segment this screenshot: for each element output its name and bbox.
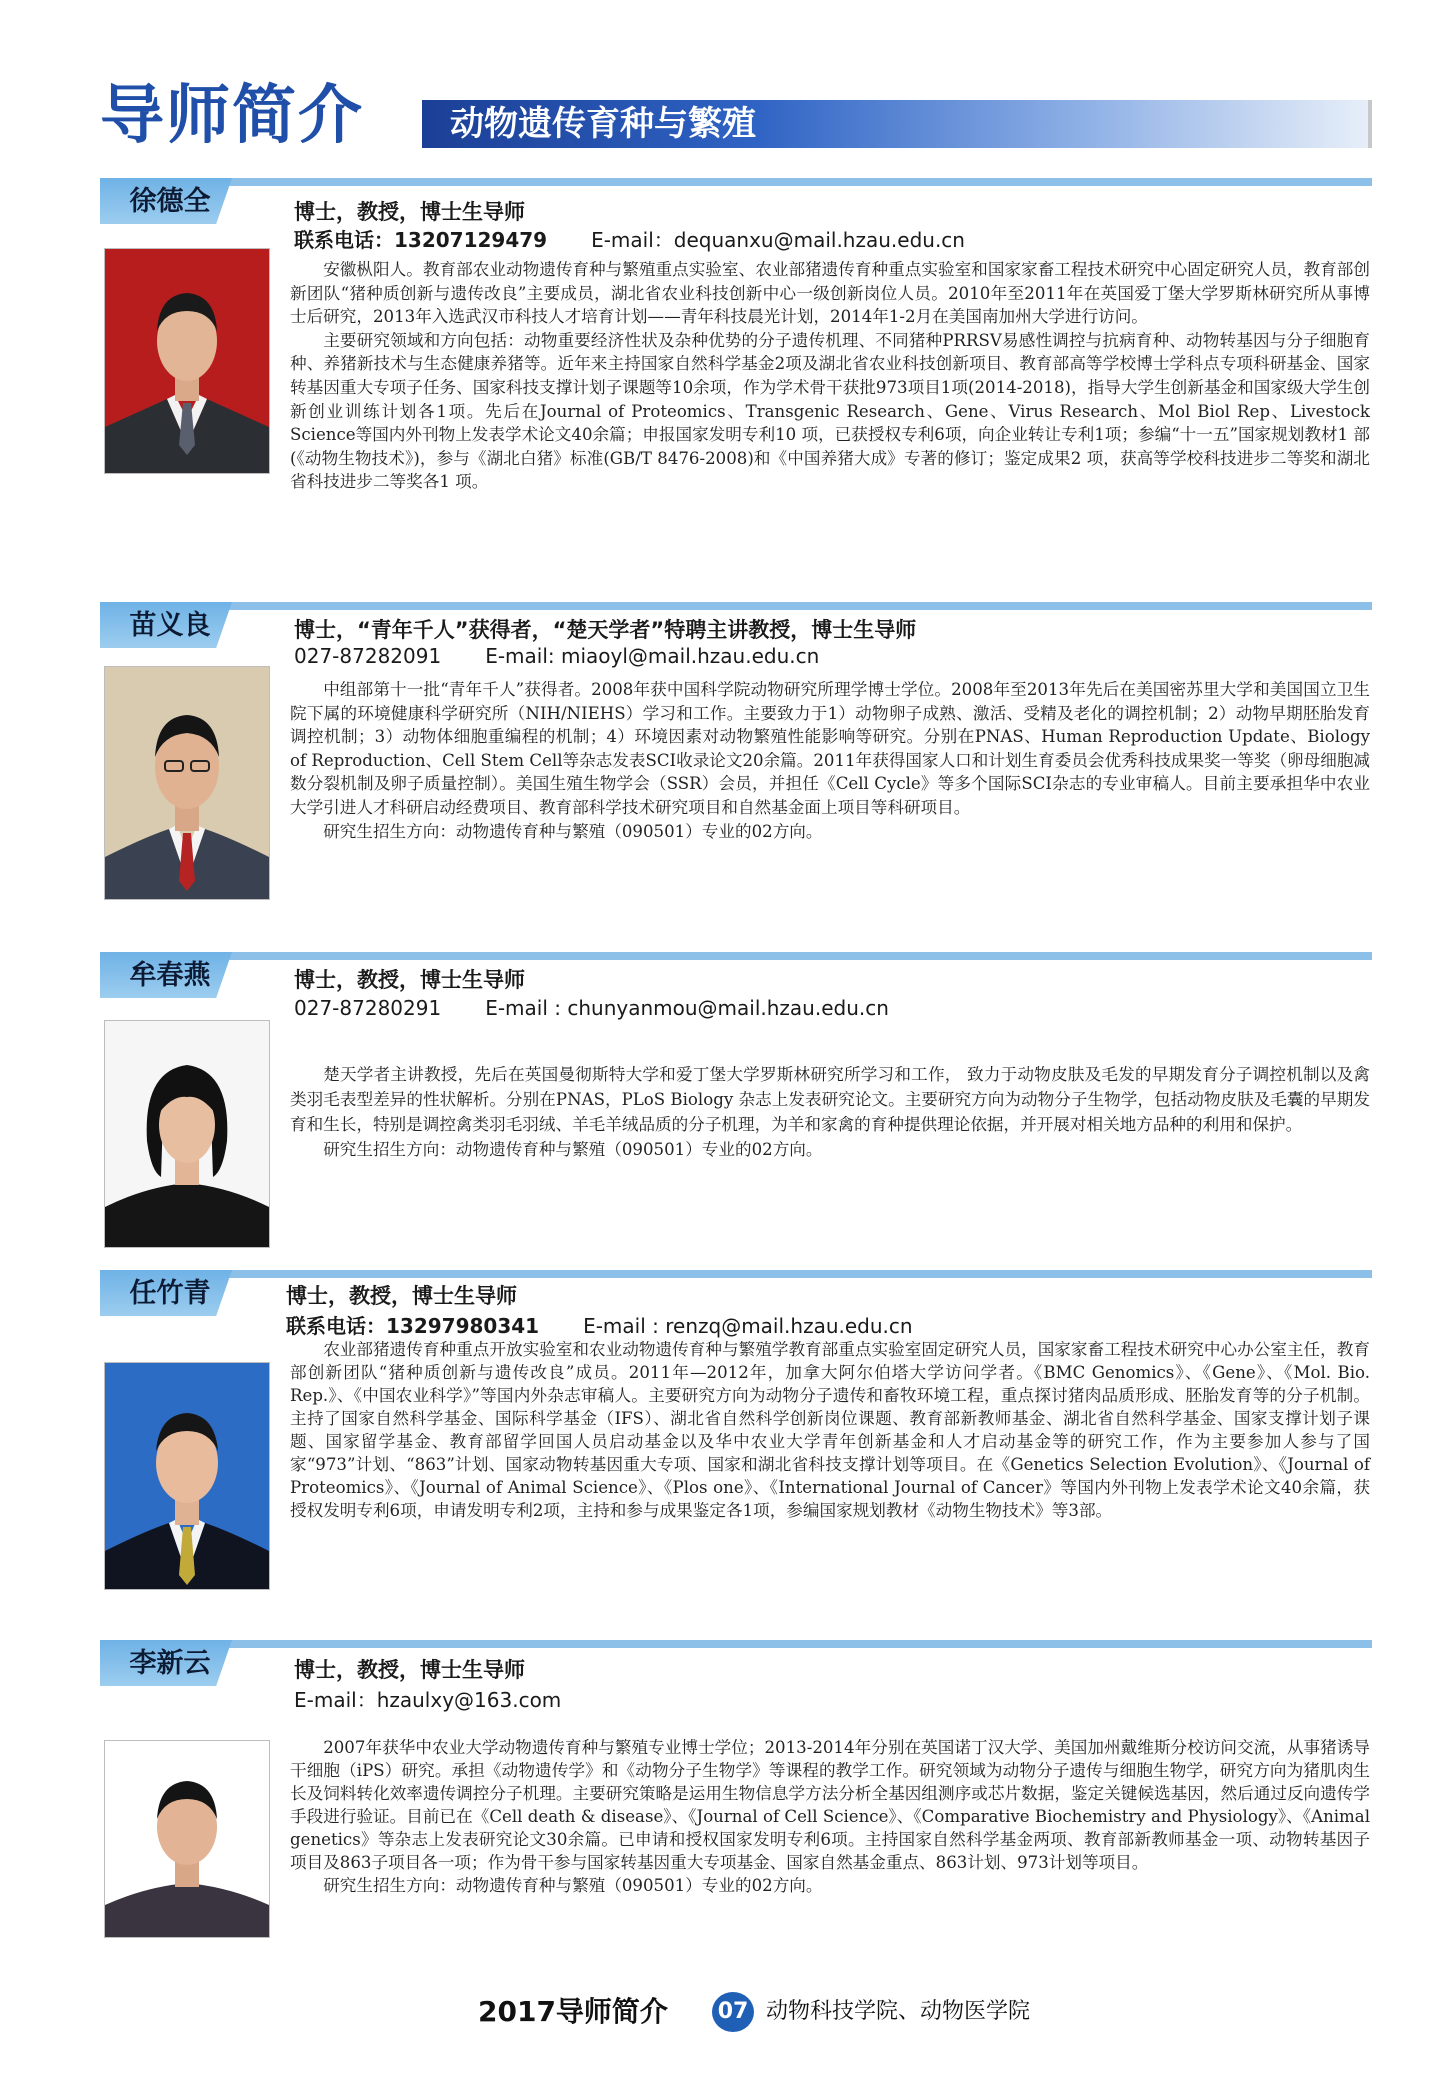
advisor-name: 牟春燕 bbox=[129, 960, 211, 991]
advisor-bio bbox=[290, 678, 1370, 843]
page-subtitle: 动物遗传育种与繁殖 bbox=[450, 104, 756, 144]
advisor-section-mou bbox=[100, 952, 1372, 1262]
advisor-email: E-mail : chunyanmou@mail.hzau.edu.cn bbox=[485, 996, 889, 1020]
footer-title: 2017导师简介 bbox=[478, 1995, 668, 2028]
advisor-name: 苗义良 bbox=[129, 610, 211, 641]
advisor-contact bbox=[294, 224, 965, 253]
page-number-badge: 07 bbox=[712, 1992, 754, 2032]
advisor-title: 博士，教授，博士生导师 bbox=[286, 1284, 517, 1308]
bio-paragraph: 研究生招生方向：动物遗传育种与繁殖（090501）专业的02方向。 bbox=[323, 1140, 823, 1159]
advisor-email: E-mail : renzq@mail.hzau.edu.cn bbox=[583, 1314, 913, 1338]
advisor-title: 博士，“青年千人”获得者，“楚天学者”特聘主讲教授，博士生导师 bbox=[294, 618, 917, 642]
name-bar bbox=[100, 178, 1372, 224]
advisor-bio bbox=[290, 258, 1370, 494]
bio-paragraph: 主要研究领域和方向包括：动物重要经济性状及杂种优势的分子遗传机理、不同猪种PRRSV易感性调控与抗病育种、动物转基因与分子细胞育种、养猪新技术与生态健康养猪等。近年来主持国家自然科学基金2项及湖北省农业科技创新项目、教育部高等学校博士学科点专项科研基金、国家转基因重大专项子任务、国家科技支撑计划子课题等10余项，作为学术骨干获批973项目1项(2014-2018)，指导大学生创新基金和国家级大学生创新创业训练计划各1项。先后在Journal of Proteomics、Transgenic Research、Gene、Virus Research、Mol Biol Rep、Livestock Science等国内外刊物上发表学术论文40余篇；申报国家发明专利10 项，已获授权专利6项，向企业转让专利1项；参编“十一五”国家规划教材1 部(《动物生物技术》)，参与《湖北白猪》标准(GB/T 8476-2008)和《中国养猪大成》专著的修订；鉴定成果2 项，获高等学校科技进步二等奖和湖北省科技进步二等奖各1 项。 bbox=[290, 330, 1370, 492]
advisor-contact bbox=[294, 996, 889, 1020]
advisor-email: E-mail：dequanxu@mail.hzau.edu.cn bbox=[591, 228, 965, 252]
advisor-section-ren bbox=[100, 1270, 1372, 1620]
advisor-title: 博士，教授，博士生导师 bbox=[294, 1658, 525, 1682]
page-title: 导师简介 bbox=[100, 79, 364, 153]
advisor-section-xu bbox=[100, 178, 1372, 598]
advisor-bio bbox=[290, 1736, 1370, 1897]
advisor-photo bbox=[104, 1020, 270, 1248]
advisor-phone: 027-87282091 bbox=[294, 644, 442, 668]
advisor-bio bbox=[290, 1338, 1370, 1522]
advisor-bio bbox=[290, 1062, 1370, 1162]
advisor-email: E-mail: miaoyl@mail.hzau.edu.cn bbox=[485, 644, 820, 668]
bio-paragraph: 中组部第十一批“青年千人”获得者。2008年获中国科学院动物研究所理学博士学位。2008年至2013年先后在美国密苏里大学和美国国立卫生院下属的环境健康科学研究所（NIH/NIEHS）学习和工作。主要致力于1）动物卵子成熟、激活、受精及老化的调控机制；2）动物早期胚胎发育调控机制；3）动物体细胞重编程的机制；4）环境因素对动物繁殖性能影响等研究。分别在PNAS、Human Reproduction Update、Biology of Reproduction、Cell Stem Cell等杂志发表SCI收录论文20余篇。2011年获得国家人口和计划生育委员会优秀科技成果奖一等奖（卵母细胞减数分裂机制及卵子质量控制）。美国生殖生物学会（SSR）会员，并担任《Cell Cycle》等多个国际SCI杂志的专业审稿人。目前主要承担华中农业大学引进人才科研启动经费项目、教育部科学技术研究项目和自然基金面上项目等科研项目。 bbox=[290, 680, 1371, 817]
advisor-phone: 联系电话：13207129479 bbox=[294, 228, 548, 252]
bio-paragraph: 楚天学者主讲教授，先后在英国曼彻斯特大学和爱丁堡大学罗斯林研究所学习和工作， 致力于动物皮肤及毛发的早期发育分子调控机制以及禽类羽毛表型差异的性状解析。分别在PNAS，PLoS Biology 杂志上发表研究论文。主要研究方向为动物分子生物学，包括动物皮肤及毛囊的早期发育和生长，特别是调控禽类羽毛羽绒、羊毛羊绒品质的分子机理，为羊和家禽的育种提供理论依据，并开展对相关地方品种的利用和保护。 bbox=[290, 1065, 1370, 1134]
advisor-section-li bbox=[100, 1640, 1372, 1985]
footer-college: 动物科技学院、动物医学院 bbox=[766, 1999, 1031, 2024]
advisor-photo bbox=[104, 1740, 270, 1938]
name-bar bbox=[100, 952, 1372, 998]
advisor-contact bbox=[294, 1684, 561, 1713]
advisor-section-miao bbox=[100, 602, 1372, 947]
advisor-name: 李新云 bbox=[129, 1648, 211, 1679]
name-bar-line bbox=[100, 178, 1372, 186]
name-bar bbox=[100, 1640, 1372, 1686]
name-bar-line bbox=[100, 952, 1372, 960]
bio-paragraph: 2007年获华中农业大学动物遗传育种与繁殖专业博士学位；2013-2014年分别在英国诺丁汉大学、美国加州戴维斯分校访问交流，从事猪诱导干细胞（iPS）研究。承担《动物遗传学》和《动物分子生物学》等课程的教学工作。研究领域为动物分子遗传与细胞生物学，研究方向为猪肌肉生长及饲料转化效率遗传调控分子机理。主要研究策略是运用生物信息学方法分析全基因组测序或芯片数据，鉴定关键候选基因，然后通过反向遗传学手段进行验证。目前已在《Cell death & disease》、《Journal of Cell Science》、《Comparative Biochemistry and Physiology》、《Animal genetics》等杂志上发表研究论文30余篇。已申请和授权国家发明专利6项。主持国家自然科学基金两项、教育部新教师基金一项、动物转基因子项目及863子项目各一项；作为骨干参与国家转基因重大专项基金、国家自然基金重点、863计划、973计划等项目。 bbox=[290, 1738, 1370, 1872]
advisor-photo bbox=[104, 248, 270, 474]
name-bar-line bbox=[100, 1640, 1372, 1648]
advisor-title: 博士，教授，博士生导师 bbox=[294, 968, 525, 992]
advisor-email: E-mail：hzaulxy@163.com bbox=[294, 1688, 562, 1712]
advisor-name: 任竹青 bbox=[129, 1278, 211, 1309]
advisor-name: 徐德全 bbox=[129, 186, 211, 217]
advisor-title: 博士，教授，博士生导师 bbox=[294, 200, 525, 224]
page-header bbox=[100, 80, 1372, 152]
advisor-photo bbox=[104, 1362, 270, 1590]
advisor-contact bbox=[286, 1310, 913, 1339]
advisor-phone: 联系电话：13297980341 bbox=[286, 1314, 540, 1338]
bio-paragraph: 安徽枞阳人。教育部农业动物遗传育种与繁殖重点实验室、农业部猪遗传育种重点实验室和国家家畜工程技术研究中心固定研究人员，教育部创新团队“猪种质创新与遗传改良”主要成员，湖北省农业科技创新中心一级创新岗位人员。2010年至2011年在英国爱丁堡大学罗斯林研究所从事博士后研究，2013年入选武汉市科技人才培育计划——青年科技晨光计划，2014年1-2月在美国南加州大学进行访问。 bbox=[290, 260, 1370, 327]
advisor-photo bbox=[104, 666, 270, 900]
bio-paragraph: 研究生招生方向：动物遗传育种与繁殖（090501）专业的02方向。 bbox=[323, 1876, 823, 1895]
bio-paragraph: 农业部猪遗传育种重点开放实验室和农业动物遗传育种与繁殖学教育部重点实验室固定研究人员，国家家畜工程技术研究中心办公室主任，教育部创新团队“猪种质创新与遗传改良”成员。2011年—2012年，加拿大阿尔伯塔大学访问学者。《BMC Genomics》、《Gene》、《Mol. Bio. Rep.》、《中国农业科学》”等国内外杂志审稿人。主要研究方向为动物分子遗传和畜牧环境工程，重点探讨猪肉品质形成、胚胎发育等的分子机制。主持了国家自然科学基金、国际科学基金（IFS）、湖北省自然科学创新岗位课题、教育部新教师基金、湖北省自然科学基金、国家支撑计划子课题、国家留学基金、教育部留学回国人员启动基金以及华中农业大学青年创新基金和人才启动基金等的研究工作，作为主要参加人参与了国家“973”计划、“863”计划、国家动物转基因重大专项、国家和湖北省科技支撑计划等项目。在《Genetics Selection Evolution》、《Journal of Proteomics》、《Journal of Animal Science》、《Plos one》、《International Journal of Cancer》等国内外刊物上发表学术论文40余篇，获授权发明专利6项，申请发明专利2项，主持和参与成果鉴定各1项，参编国家规划教材《动物生物技术》等3部。 bbox=[290, 1340, 1370, 1520]
name-bar-line bbox=[100, 602, 1372, 610]
bio-paragraph: 研究生招生方向：动物遗传育种与繁殖（090501）专业的02方向。 bbox=[323, 821, 823, 841]
name-bar-line bbox=[100, 1270, 1372, 1278]
page-footer bbox=[0, 1990, 1441, 2034]
advisor-contact bbox=[294, 644, 819, 668]
header-divider bbox=[1368, 100, 1372, 148]
advisor-phone: 027-87280291 bbox=[294, 996, 442, 1020]
